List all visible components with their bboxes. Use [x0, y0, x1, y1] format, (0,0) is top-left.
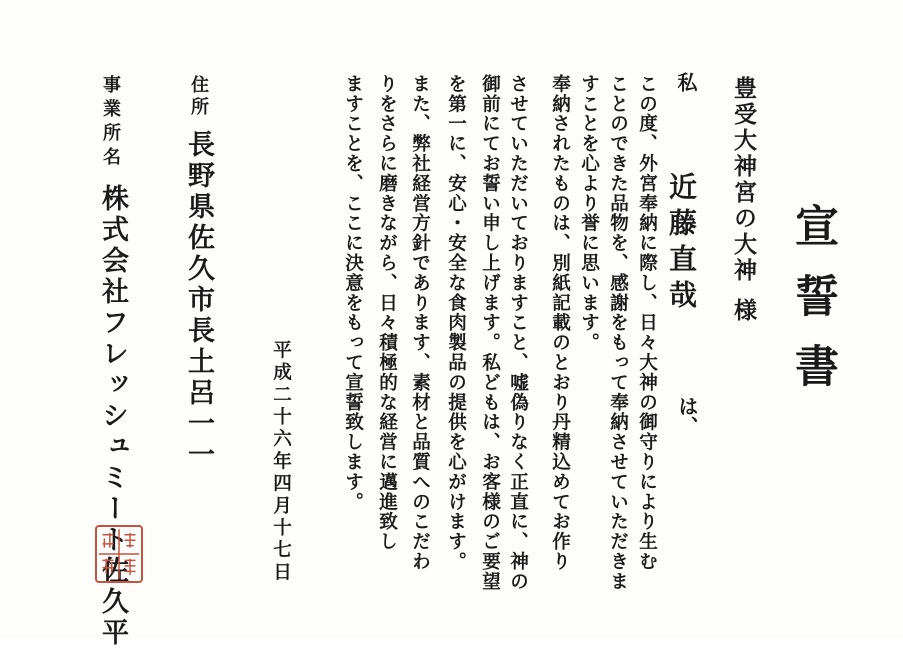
document-title: 宣誓書	[787, 203, 838, 413]
body-line-2: ことのできた品物を、感謝をもって奉納させていただきま	[607, 74, 629, 592]
signatory-name: 近藤直哉	[665, 172, 698, 316]
recipient-block	[732, 76, 755, 324]
body-line-3: すことを心より誉に思います。	[578, 74, 600, 353]
office-name-label: 事業所名	[100, 75, 121, 171]
topic-particle: は、	[675, 396, 699, 436]
body-line-9: りをさらに磨きながら、日々積極的な経営に邁進致し	[376, 74, 398, 552]
recipient-honorific: 様	[730, 298, 757, 324]
address-value: 長野県佐久市長土呂一一	[183, 130, 214, 471]
company-seal-stamp	[95, 525, 143, 583]
first-person-pronoun: 私	[674, 72, 698, 92]
body-line-8: また、弊社経営方針であります、素材と品質へのこだわ	[409, 74, 431, 572]
document-date: 平成二十六年四月十七日	[270, 340, 292, 585]
company-name: 株式会社フレッシュミート佐久平	[97, 184, 128, 649]
address-label: 住所	[188, 75, 209, 119]
body-line-4: 奉納されたものは、別紙記載のとおり丹精込めてお作り	[549, 74, 571, 572]
seal-icon	[97, 527, 141, 581]
recipient-name: 豊受大神宮の大神	[730, 76, 757, 284]
body-line-10: ますことを、ここに決意をもって宣誓致します。	[342, 74, 364, 512]
body-line-6: 御前にてお誓い申し上げます。私どもは、お客様のご要望	[479, 74, 501, 592]
body-line-5: させていただいておりますこと、嘘偽りなく正直に、神の	[507, 74, 529, 592]
body-line-1: この度、外宮奉納に際し、日々大神の御守りにより生む	[636, 74, 658, 572]
body-line-7: を第一に、安心・安全な食肉製品の提供を心がけます。	[445, 74, 467, 572]
